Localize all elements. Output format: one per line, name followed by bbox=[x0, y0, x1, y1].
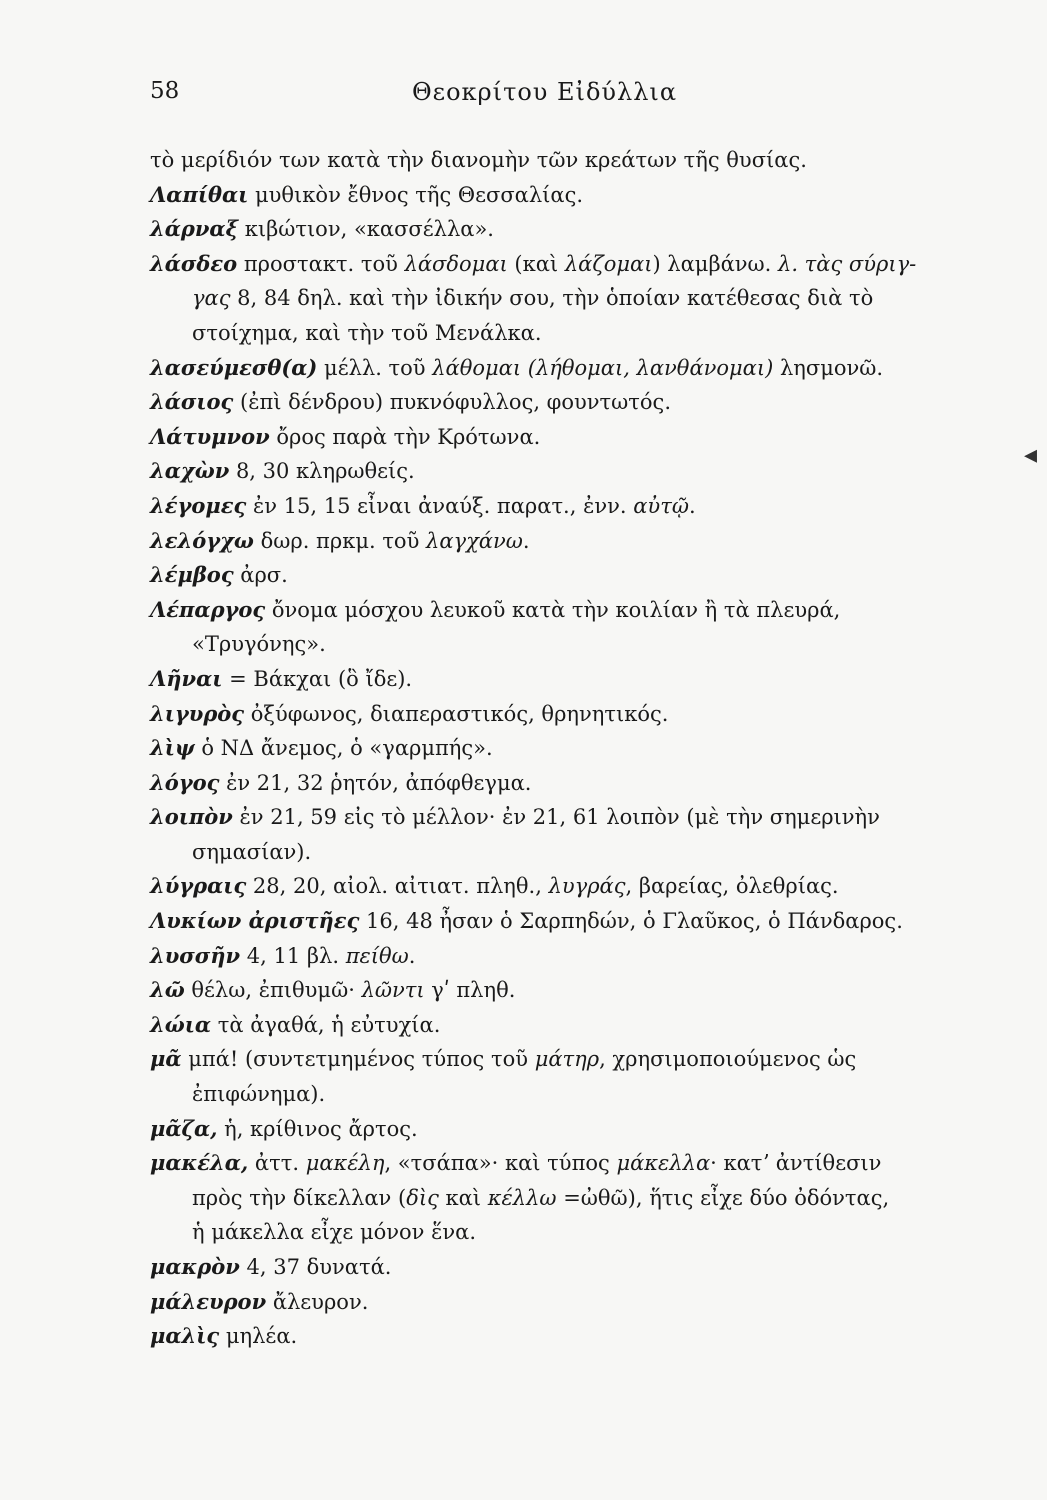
italic-text: λ. τὰς σύριγ- bbox=[778, 251, 917, 276]
entry-line bbox=[150, 351, 965, 386]
italic-text: δὶς bbox=[406, 1185, 439, 1210]
entry-line bbox=[150, 939, 965, 974]
glossary-entry bbox=[150, 697, 965, 732]
definition-text: 4, 37 δυνατά. bbox=[239, 1255, 392, 1279]
entry-line bbox=[150, 973, 965, 1008]
glossary-entry bbox=[150, 558, 965, 593]
entry-line bbox=[150, 247, 965, 282]
page-number: 58 bbox=[150, 78, 180, 104]
definition-text: . bbox=[408, 943, 416, 968]
headword: λώια bbox=[150, 1011, 212, 1037]
glossary-entry bbox=[150, 869, 965, 904]
italic-text: κέλλω bbox=[487, 1185, 557, 1210]
entry-continuation-line bbox=[150, 627, 965, 662]
entry-line bbox=[150, 420, 965, 455]
glossary-entry bbox=[150, 1250, 965, 1285]
definition-text: ὄρος παρὰ τὴν Κρότωνα. bbox=[269, 424, 541, 449]
headword: λάρναξ bbox=[150, 216, 239, 242]
definition-text: «Τρυγόνης». bbox=[192, 632, 326, 657]
definition-text: . bbox=[522, 528, 530, 553]
entry-line bbox=[150, 558, 965, 593]
definition-text: καὶ bbox=[438, 1185, 488, 1210]
definition-text: 8, 30 κληρωθείς. bbox=[229, 459, 415, 484]
glossary-entry bbox=[150, 593, 965, 662]
definition-text: ἡ μάκελλα εἶχε μόνον ἕνα. bbox=[192, 1220, 476, 1245]
definition-text: · κατʼ ἀντίθεσιν bbox=[710, 1151, 882, 1176]
glossary-entry bbox=[150, 973, 965, 1008]
definition-text: στοίχημα, καὶ τὴν τοῦ Μενάλκα. bbox=[192, 320, 542, 345]
definition-text: μέλλ. τοῦ bbox=[317, 355, 433, 380]
italic-text: πείθω bbox=[345, 943, 409, 968]
definition-text: , χρησιμοποιούμενος ὡς bbox=[599, 1047, 857, 1072]
entry-line bbox=[150, 1250, 965, 1285]
definition-text: 16, 48 ἦσαν ὁ Σαρπηδών, ὁ Γλαῦκος, ὁ Πάνδαρος. bbox=[359, 909, 903, 934]
entry-line bbox=[150, 1112, 965, 1147]
entry-continuation-line bbox=[150, 281, 965, 316]
glossary-entry bbox=[150, 904, 965, 939]
italic-text: λάσδομαι bbox=[404, 251, 508, 276]
definition-text: 28, 20, αἰολ. αἰτιατ. πληθ., bbox=[246, 874, 549, 899]
definition-text: 4, 11 βλ. bbox=[240, 943, 346, 968]
headword: λόγος bbox=[150, 769, 220, 795]
entry-line bbox=[150, 454, 965, 489]
glossary-entry bbox=[150, 420, 965, 455]
headword: λέμβος bbox=[150, 562, 234, 588]
entry-line bbox=[150, 212, 965, 247]
headword: μάλευρον bbox=[150, 1288, 267, 1314]
headword: λιγυρὸς bbox=[150, 700, 245, 726]
glossary-entry bbox=[150, 766, 965, 801]
definition-text: ἀρσ. bbox=[233, 563, 288, 588]
definition-text: , «τσάπα»· καὶ τύπος bbox=[384, 1151, 617, 1176]
definition-text: (ἐπὶ δένδρου) πυκνόφυλλος, φουντωτός. bbox=[233, 390, 671, 415]
margin-arrow-mark: ◂ bbox=[1023, 440, 1037, 470]
glossary-entry bbox=[150, 178, 965, 213]
definition-text: μπά! (συντετμημένος τύπος τοῦ bbox=[181, 1047, 535, 1072]
headword: Λυκίων ἀριστῆες bbox=[150, 908, 360, 934]
glossary-entry bbox=[150, 524, 965, 559]
entry-line bbox=[150, 593, 965, 628]
glossary-entry bbox=[150, 454, 965, 489]
italic-text: μάκελλα bbox=[616, 1151, 711, 1176]
definition-text: ἡ, κρίθινος ἄρτος. bbox=[217, 1116, 418, 1141]
definition-text: ἄλευρον. bbox=[266, 1289, 369, 1314]
entry-line bbox=[150, 766, 965, 801]
headword: Λάτυμνον bbox=[150, 423, 270, 449]
italic-text: γας bbox=[192, 286, 231, 311]
definition-text: ὄνομα μόσχου λευκοῦ κατὰ τὴν κοιλίαν ἢ τὰ πλευρά, bbox=[265, 597, 841, 622]
entry-line bbox=[150, 731, 965, 766]
headword: λελόγχω bbox=[150, 527, 254, 553]
italic-text: μακέλη bbox=[305, 1151, 385, 1176]
definition-text: (καὶ bbox=[507, 251, 565, 276]
definition-text: ἀττ. bbox=[248, 1151, 306, 1176]
italic-text: λυγράς bbox=[548, 874, 626, 899]
definition-text: ἐν 15, 15 εἶναι ἀναύξ. παρατ., ἐνν. bbox=[246, 493, 634, 518]
entry-continuation-line bbox=[150, 1215, 965, 1250]
headword: λάσιος bbox=[150, 389, 234, 415]
entry-continuation-line bbox=[150, 835, 965, 870]
definition-text: . bbox=[688, 493, 696, 518]
entry-line bbox=[150, 869, 965, 904]
headword: λάσδεο bbox=[150, 250, 238, 276]
entry-line bbox=[150, 524, 965, 559]
entry-line bbox=[150, 1042, 965, 1077]
italic-text: μάτηρ bbox=[534, 1047, 600, 1072]
definition-text: τὸ μερίδιόν των κατὰ τὴν διανομὴν τῶν κρεάτων τῆς θυσίας. bbox=[150, 148, 807, 172]
headword: Λέπαργος bbox=[150, 596, 266, 622]
headword: λύγραις bbox=[150, 873, 247, 899]
headword: μακέλα, bbox=[150, 1150, 249, 1176]
definition-text: τὰ ἀγαθά, ἡ εὐτυχία. bbox=[211, 1012, 441, 1037]
definition-text: =ὠθῶ), ἥτις εἶχε δύο ὀδόντας, bbox=[556, 1185, 890, 1210]
glossary-entry bbox=[150, 351, 965, 386]
glossary-entry bbox=[150, 1112, 965, 1147]
definition-text: πρὸς τὴν δίκελλαν ( bbox=[192, 1185, 407, 1210]
definition-text: προστακτ. τοῦ bbox=[237, 251, 405, 276]
entry-line bbox=[150, 904, 965, 939]
definition-text: θέλω, ἐπιθυμῶ· bbox=[184, 978, 362, 1003]
definition-text: = Βάκχαι (ὃ ἴδε). bbox=[222, 666, 413, 691]
definition-text: μηλέα. bbox=[219, 1324, 298, 1349]
headword: Λαπίθαι bbox=[150, 181, 249, 207]
glossary-entry bbox=[150, 1008, 965, 1043]
glossary-entry bbox=[150, 489, 965, 524]
headword: λοιπὸν bbox=[150, 804, 233, 830]
italic-text: λάζομαι bbox=[564, 251, 653, 276]
definition-text: ἐν 21, 32 ῥητόν, ἀπόφθεγμα. bbox=[219, 770, 532, 795]
glossary-entry bbox=[150, 662, 965, 697]
entry-line bbox=[150, 385, 965, 420]
italic-text: λάθομαι (λήθομαι, λανθάνομαι) bbox=[432, 355, 774, 380]
definition-text: γʹ πληθ. bbox=[424, 978, 516, 1003]
glossary-entry bbox=[150, 1146, 965, 1250]
headword: μᾶ bbox=[150, 1046, 182, 1072]
entry-line bbox=[150, 178, 965, 213]
entry-continuation-line bbox=[150, 1077, 965, 1112]
headword: μαλὶς bbox=[150, 1323, 220, 1349]
italic-text: αὐτῷ bbox=[633, 493, 689, 518]
definition-text: μυθικὸν ἔθνος τῆς Θεσσαλίας. bbox=[248, 182, 584, 207]
headword: μακρὸν bbox=[150, 1254, 240, 1279]
entry-line bbox=[150, 1146, 965, 1181]
glossary-entry bbox=[150, 247, 965, 351]
definition-text: ἐν 21, 59 εἰς τὸ μέλλον· ἐν 21, 61 λοιπὸν (μὲ τὴν σημερινὴν bbox=[232, 805, 880, 830]
definition-text: , βαρείας, ὀλεθρίας. bbox=[625, 874, 839, 899]
running-title: Θεοκρίτου Εἰδύλλια bbox=[412, 78, 678, 106]
glossary-entry bbox=[150, 939, 965, 974]
headword: λαχὼν bbox=[150, 458, 230, 484]
entry-line bbox=[150, 143, 965, 178]
entry-line bbox=[150, 1008, 965, 1043]
italic-text: λῶντι bbox=[361, 978, 425, 1003]
glossary-entry bbox=[150, 1319, 965, 1354]
headword: λυσσῆν bbox=[150, 942, 241, 968]
definition-text: δωρ. πρκμ. τοῦ bbox=[253, 528, 427, 553]
glossary-entry bbox=[150, 212, 965, 247]
definition-text: ὁ ΝΔ ἄνεμος, ὁ «γαρμπής». bbox=[194, 736, 493, 761]
entry-line bbox=[150, 697, 965, 732]
entry-continuation-line bbox=[150, 316, 965, 351]
entry-line bbox=[150, 662, 965, 697]
headword: Λῆναι bbox=[150, 665, 223, 691]
entry-line bbox=[150, 489, 965, 524]
definition-text: σημασίαν). bbox=[192, 839, 312, 864]
glossary-entry bbox=[150, 800, 965, 869]
glossary-entry bbox=[150, 1042, 965, 1111]
glossary-entry bbox=[150, 143, 965, 178]
headword: λὶψ bbox=[150, 735, 195, 761]
italic-text: λαγχάνω bbox=[426, 528, 523, 553]
headword: λῶ bbox=[150, 977, 185, 1003]
glossary-entry bbox=[150, 731, 965, 766]
entry-line bbox=[150, 1319, 965, 1354]
entry-line bbox=[150, 1285, 965, 1320]
headword: λασεύμεσθ(α) bbox=[150, 354, 318, 380]
definition-text: ὀξύφωνος, διαπεραστικός, θρηνητικός. bbox=[244, 701, 669, 726]
headword: λέγομες bbox=[150, 492, 247, 518]
glossary-entries bbox=[150, 143, 965, 1354]
entry-continuation-line bbox=[150, 1181, 965, 1216]
entry-line bbox=[150, 800, 965, 835]
definition-text: ἐπιφώνημα). bbox=[192, 1082, 326, 1107]
page-header bbox=[150, 78, 970, 118]
headword: μᾶζα, bbox=[150, 1115, 218, 1141]
definition-text: ) λαμβάνω. bbox=[652, 251, 779, 276]
definition-text: 8, 84 δηλ. καὶ τὴν ἰδικήν σου, τὴν ὁποίαν κατέθεσας διὰ τὸ bbox=[230, 286, 874, 311]
definition-text: κιβώτιον, «κασσέλλα». bbox=[238, 217, 494, 242]
definition-text: λησμονῶ. bbox=[773, 355, 884, 380]
glossary-entry bbox=[150, 1285, 965, 1320]
glossary-entry bbox=[150, 385, 965, 420]
